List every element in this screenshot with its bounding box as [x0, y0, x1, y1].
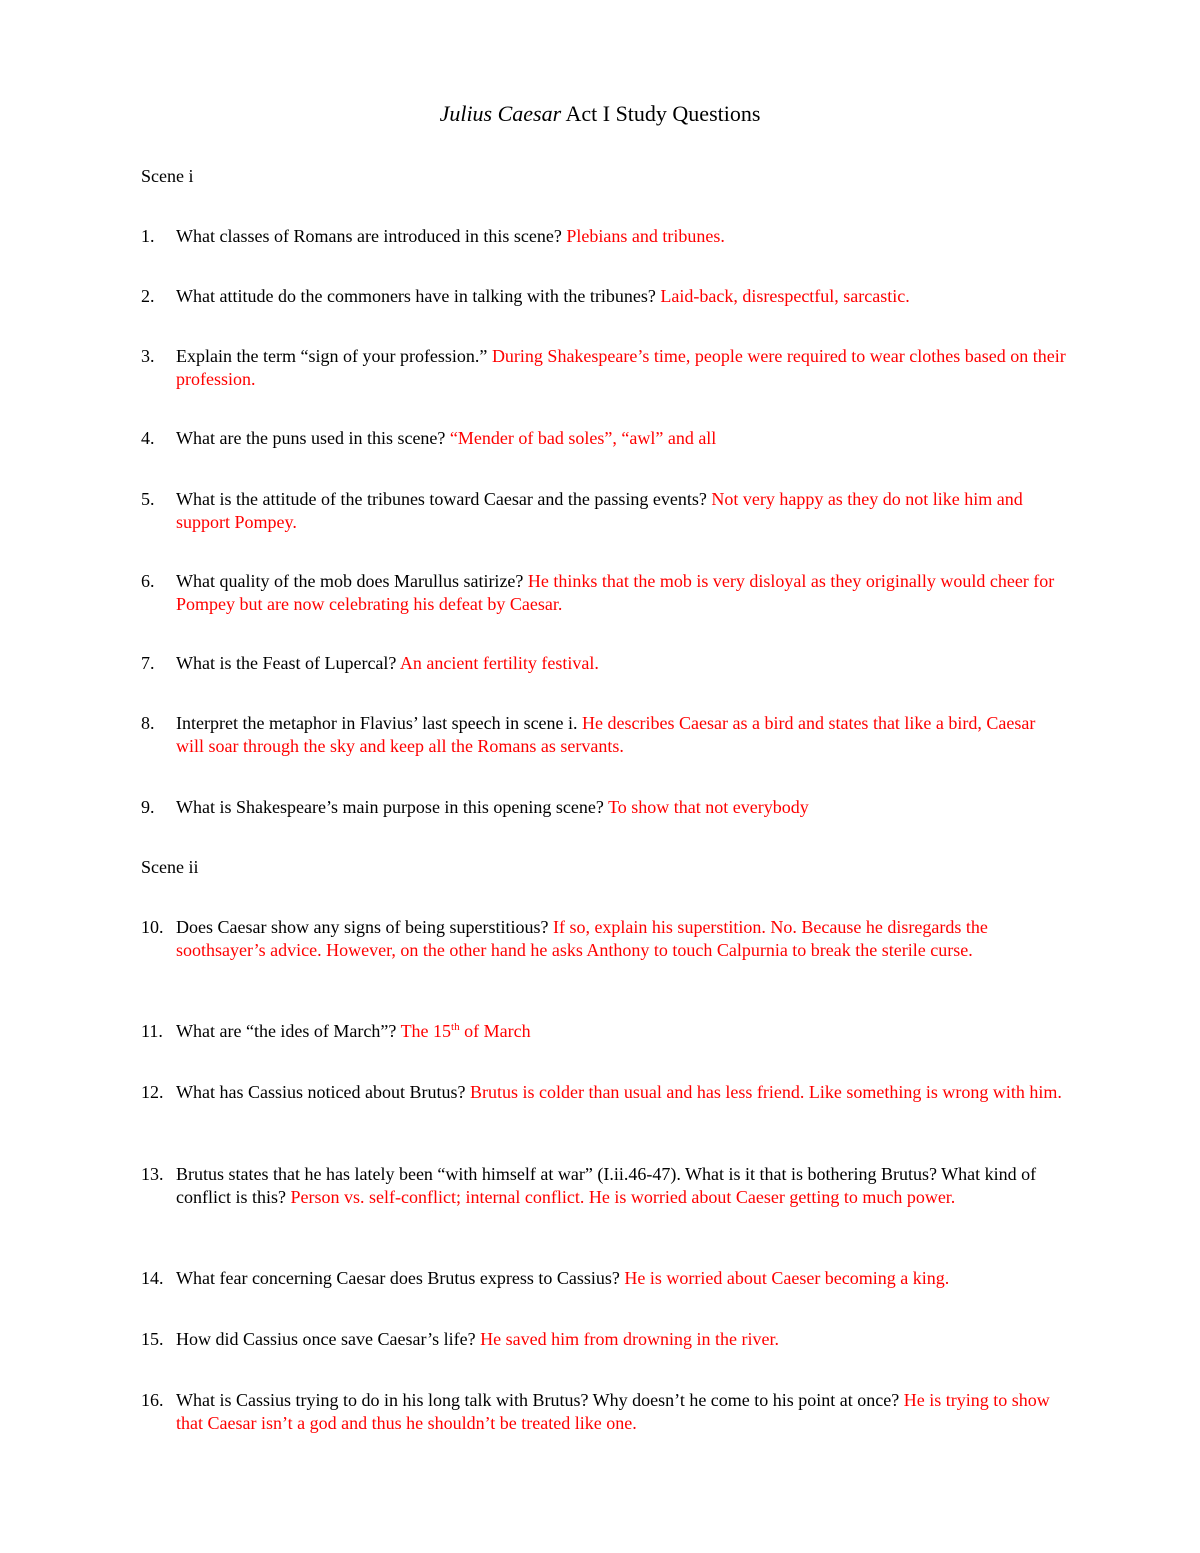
question-number: 6. — [141, 571, 155, 591]
question-text: What is the Feast of Lupercal? — [176, 653, 400, 673]
answer-text: He saved him from drowning in the river. — [480, 1329, 780, 1349]
question-item — [141, 916, 1066, 962]
question-number: 1. — [141, 226, 155, 246]
question-text: Does Caesar show any signs of being superstitious? — [176, 917, 553, 937]
answer-text — [401, 1021, 531, 1041]
answer-text: Not very happy as they do not like him and support Pompey. — [176, 489, 1023, 532]
answer-text: Plebians and tribunes. — [566, 226, 725, 246]
answer-text: Brutus is colder than usual and has less friend. Like something is wrong with him. — [469, 1082, 1062, 1102]
question-text: What is Cassius trying to do in his long talk with Brutus? Why doesn’t he come to his point at once? — [176, 1390, 904, 1410]
title-rest: Act I Study Questions — [561, 101, 761, 126]
question-item — [141, 488, 1066, 534]
question-item — [141, 225, 1066, 248]
page-title — [0, 100, 1200, 128]
question-number: 14. — [141, 1268, 164, 1288]
question-number: 4. — [141, 428, 155, 448]
question-number: 13. — [141, 1164, 164, 1184]
question-number: 2. — [141, 286, 155, 306]
answer-text: He thinks that the mob is very disloyal as they originally would cheer for Pompey but are now celebrating his defeat by Caesar. — [176, 571, 1055, 614]
answer-text: An ancient fertility festival. — [399, 653, 599, 673]
question-text: What fear concerning Caesar does Brutus express to Cassius? — [176, 1268, 625, 1288]
answer-text: He is worried about Caeser becoming a king. — [624, 1268, 950, 1288]
question-text: What is the attitude of the tribunes toward Caesar and the passing events? — [176, 489, 712, 509]
question-text: What are the puns used in this scene? — [176, 428, 450, 448]
answer-text: To show that not everybody — [608, 797, 809, 817]
question-item — [141, 285, 1066, 308]
answer-pre: The 15 — [400, 1021, 452, 1041]
question-item — [141, 1389, 1066, 1435]
question-number: 16. — [141, 1390, 164, 1410]
answer-text: Person vs. self-conflict; internal conflict. He is worried about Caeser getting to much power. — [290, 1187, 956, 1207]
question-number: 10. — [141, 917, 164, 937]
question-number: 7. — [141, 653, 155, 673]
question-text: What has Cassius noticed about Brutus? — [176, 1082, 470, 1102]
scene-heading: Scene ii — [141, 857, 199, 877]
question-text: Brutus states that he has lately been “with himself at war” (I.ii.46-47). What is it that is bothering Brutus? What kind of conflict is this? — [176, 1164, 1037, 1207]
answer-superscript: th — [451, 1021, 460, 1033]
question-item — [141, 712, 1066, 758]
question-item — [141, 1163, 1066, 1209]
answer-text: He describes Caesar as a bird and states that like a bird, Caesar will soar through the sky and keep all the Romans as servants. — [176, 713, 1036, 756]
question-text: Explain the term “sign of your profession.” — [176, 346, 492, 366]
question-item — [141, 427, 1066, 450]
title-italic: Julius Caesar — [439, 101, 562, 126]
question-text: What are “the ides of March”? — [176, 1021, 401, 1041]
question-item — [141, 345, 1066, 391]
answer-post: of March — [459, 1021, 531, 1041]
answer-text: He is trying to show that Caesar isn’t a god and thus he shouldn’t be treated like one. — [176, 1390, 1050, 1433]
question-number: 15. — [141, 1329, 164, 1349]
question-number: 3. — [141, 346, 155, 366]
question-number: 9. — [141, 797, 155, 817]
question-text: What quality of the mob does Marullus satirize? — [176, 571, 528, 591]
question-item — [141, 1020, 1066, 1043]
question-text: Interpret the metaphor in Flavius’ last speech in scene i. — [176, 713, 583, 733]
question-item — [141, 1328, 1066, 1351]
question-text: What classes of Romans are introduced in this scene? — [176, 226, 567, 246]
question-text: What is Shakespeare’s main purpose in this opening scene? — [176, 797, 609, 817]
question-text: What attitude do the commoners have in talking with the tribunes? — [176, 286, 661, 306]
question-text: How did Cassius once save Caesar’s life? — [176, 1329, 481, 1349]
question-number: 5. — [141, 489, 155, 509]
question-item — [141, 652, 1066, 675]
question-item — [141, 570, 1066, 616]
answer-text: If so, explain his superstition. No. Because he disregards the soothsayer’s advice. However, on the other hand he asks Anthony to touch Calpurnia to break the sterile curse. — [176, 917, 988, 960]
question-item — [141, 796, 1066, 819]
answer-text: Laid-back, disrespectful, sarcastic. — [660, 286, 910, 306]
question-number: 11. — [141, 1021, 163, 1041]
question-item — [141, 1267, 1066, 1290]
answer-text: “Mender of bad soles”, “awl” and all — [449, 428, 717, 448]
question-item — [141, 1081, 1066, 1104]
answer-text: During Shakespeare’s time, people were required to wear clothes based on their profession. — [176, 346, 1066, 389]
question-number: 12. — [141, 1082, 164, 1102]
scene-heading: Scene i — [141, 166, 194, 186]
question-number: 8. — [141, 713, 155, 733]
